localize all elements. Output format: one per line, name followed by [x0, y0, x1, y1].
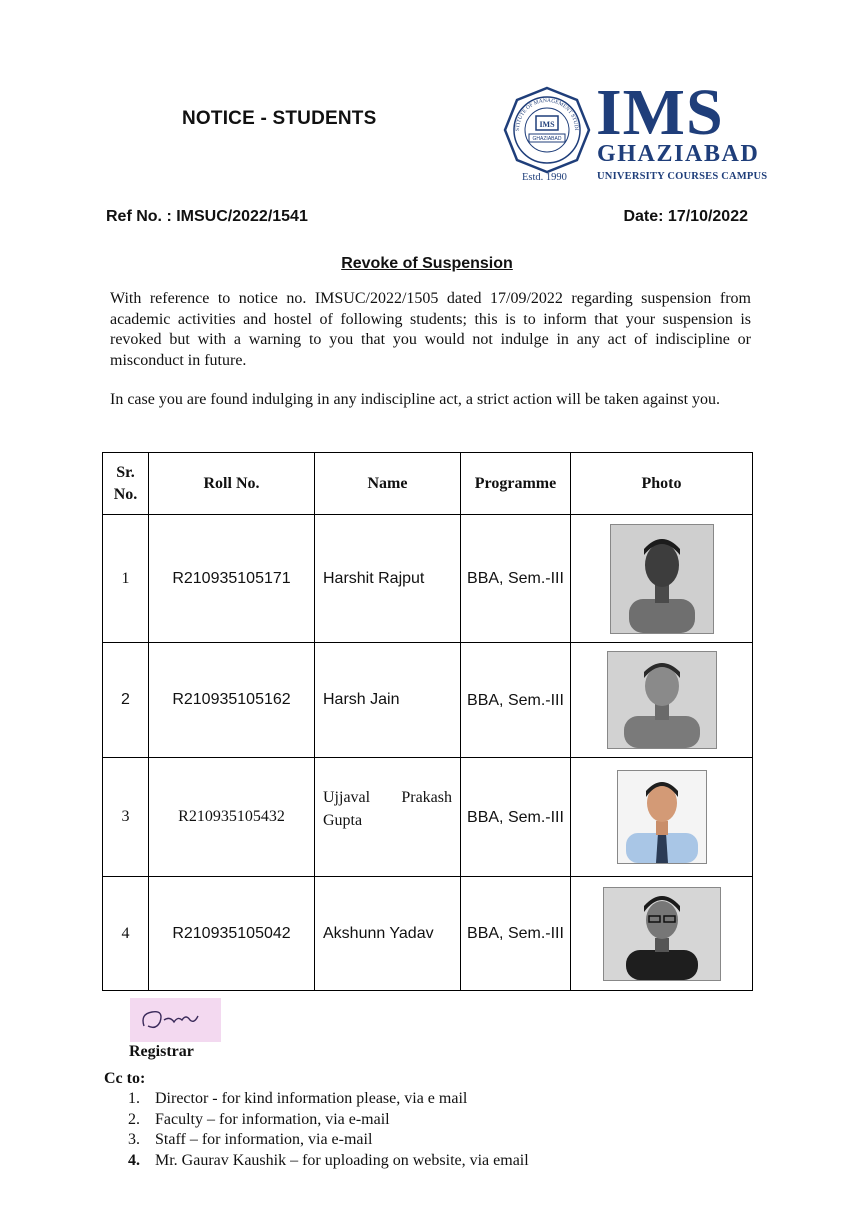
cell-sr: 4 — [103, 877, 149, 991]
table-row — [103, 643, 753, 758]
svg-text:IMS: IMS — [539, 120, 555, 129]
cell-roll: R210935105432 — [149, 758, 315, 877]
notice-title: NOTICE - STUDENTS — [182, 108, 377, 129]
header-name: Name — [315, 453, 461, 515]
student-photo — [603, 887, 721, 981]
cell-roll: R210935105042 — [149, 877, 315, 991]
cell-name: Harshit Rajput — [315, 515, 461, 643]
student-photo — [617, 770, 707, 864]
cell-programme: BBA, Sem.-III — [461, 643, 571, 758]
established-year: Estd. 1990 — [522, 172, 567, 183]
cc-list — [128, 1089, 529, 1171]
cell-photo — [571, 643, 753, 758]
registrar-label: Registrar — [129, 1043, 194, 1060]
cell-programme: BBA, Sem.-III — [461, 758, 571, 877]
cell-photo — [571, 515, 753, 643]
body-paragraph-2: In case you are found indulging in any indiscipline act, a strict action will be taken against you. — [110, 391, 721, 408]
notice-date: Date: 17/10/2022 — [623, 208, 748, 225]
cell-programme: BBA, Sem.-III — [461, 515, 571, 643]
cell-name: Harsh Jain — [315, 643, 461, 758]
table-row — [103, 758, 753, 877]
list-item — [128, 1151, 529, 1172]
svg-text:INSTITUTE OF MANAGEMENT STUDIE: STITUTE OF MANAGEMENT STUDI — [514, 97, 580, 132]
logo-city: GHAZIABAD — [597, 141, 760, 167]
cell-programme: BBA, Sem.-III — [461, 877, 571, 991]
header-sr-no: Sr. No. — [103, 453, 149, 515]
cell-sr: 2 — [103, 643, 149, 758]
cc-label: Cc to: — [104, 1070, 146, 1087]
ims-logo-text: IMS — [596, 76, 724, 149]
cell-photo — [571, 758, 753, 877]
institute-seal-logo — [503, 86, 591, 174]
body-paragraph-1: With reference to notice no. IMSUC/2022/1505 dated 17/09/2022 regarding suspension from academic activities and hostel of following students; this is to inform that your suspension is revoked but with a warning to you that you would not indulge in any act of indiscipline or misconduct in future. — [110, 290, 751, 369]
signature-icon — [130, 998, 221, 1042]
reference-number: Ref No. : IMSUC/2022/1541 — [106, 208, 308, 225]
cc-item-number: 3. — [128, 1131, 140, 1148]
table-header-row — [103, 453, 753, 515]
logo-campus: UNIVERSITY COURSES CAMPUS — [597, 171, 768, 182]
cell-sr: 3 — [103, 758, 149, 877]
cell-roll: R210935105171 — [149, 515, 315, 643]
cc-item-text: Director - for kind information please, via e mail — [155, 1090, 468, 1107]
cc-item-number: 4. — [128, 1151, 140, 1169]
cc-item-number: 1. — [128, 1090, 140, 1107]
cell-name — [315, 758, 461, 877]
subject-text: Revoke of Suspension — [341, 255, 513, 272]
students-table — [102, 452, 753, 991]
notice-subject — [0, 255, 854, 273]
cc-item-text: Staff – for information, via e-mail — [155, 1131, 373, 1148]
header-programme: Programme — [461, 453, 571, 515]
cell-sr: 1 — [103, 515, 149, 643]
table-row — [103, 877, 753, 991]
student-photo — [607, 651, 717, 749]
header-photo: Photo — [571, 453, 753, 515]
header-roll-no: Roll No. — [149, 453, 315, 515]
cc-item-number: 2. — [128, 1110, 140, 1128]
cell-roll: R210935105162 — [149, 643, 315, 758]
table-row — [103, 515, 753, 643]
student-name: Ujjaval Prakash Gupta — [323, 789, 452, 829]
cell-photo — [571, 877, 753, 991]
list-item — [128, 1130, 529, 1151]
student-photo — [610, 524, 714, 634]
list-item — [128, 1089, 529, 1110]
cc-item-text: Mr. Gaurav Kaushik – for uploading on website, via email — [155, 1151, 529, 1169]
signature-stamp — [130, 998, 221, 1042]
list-item — [128, 1110, 529, 1131]
cc-item-text: Faculty – for information, via e-mail — [155, 1110, 390, 1128]
cell-name: Akshunn Yadav — [315, 877, 461, 991]
svg-text:GHAZIABAD: GHAZIABAD — [532, 136, 562, 142]
